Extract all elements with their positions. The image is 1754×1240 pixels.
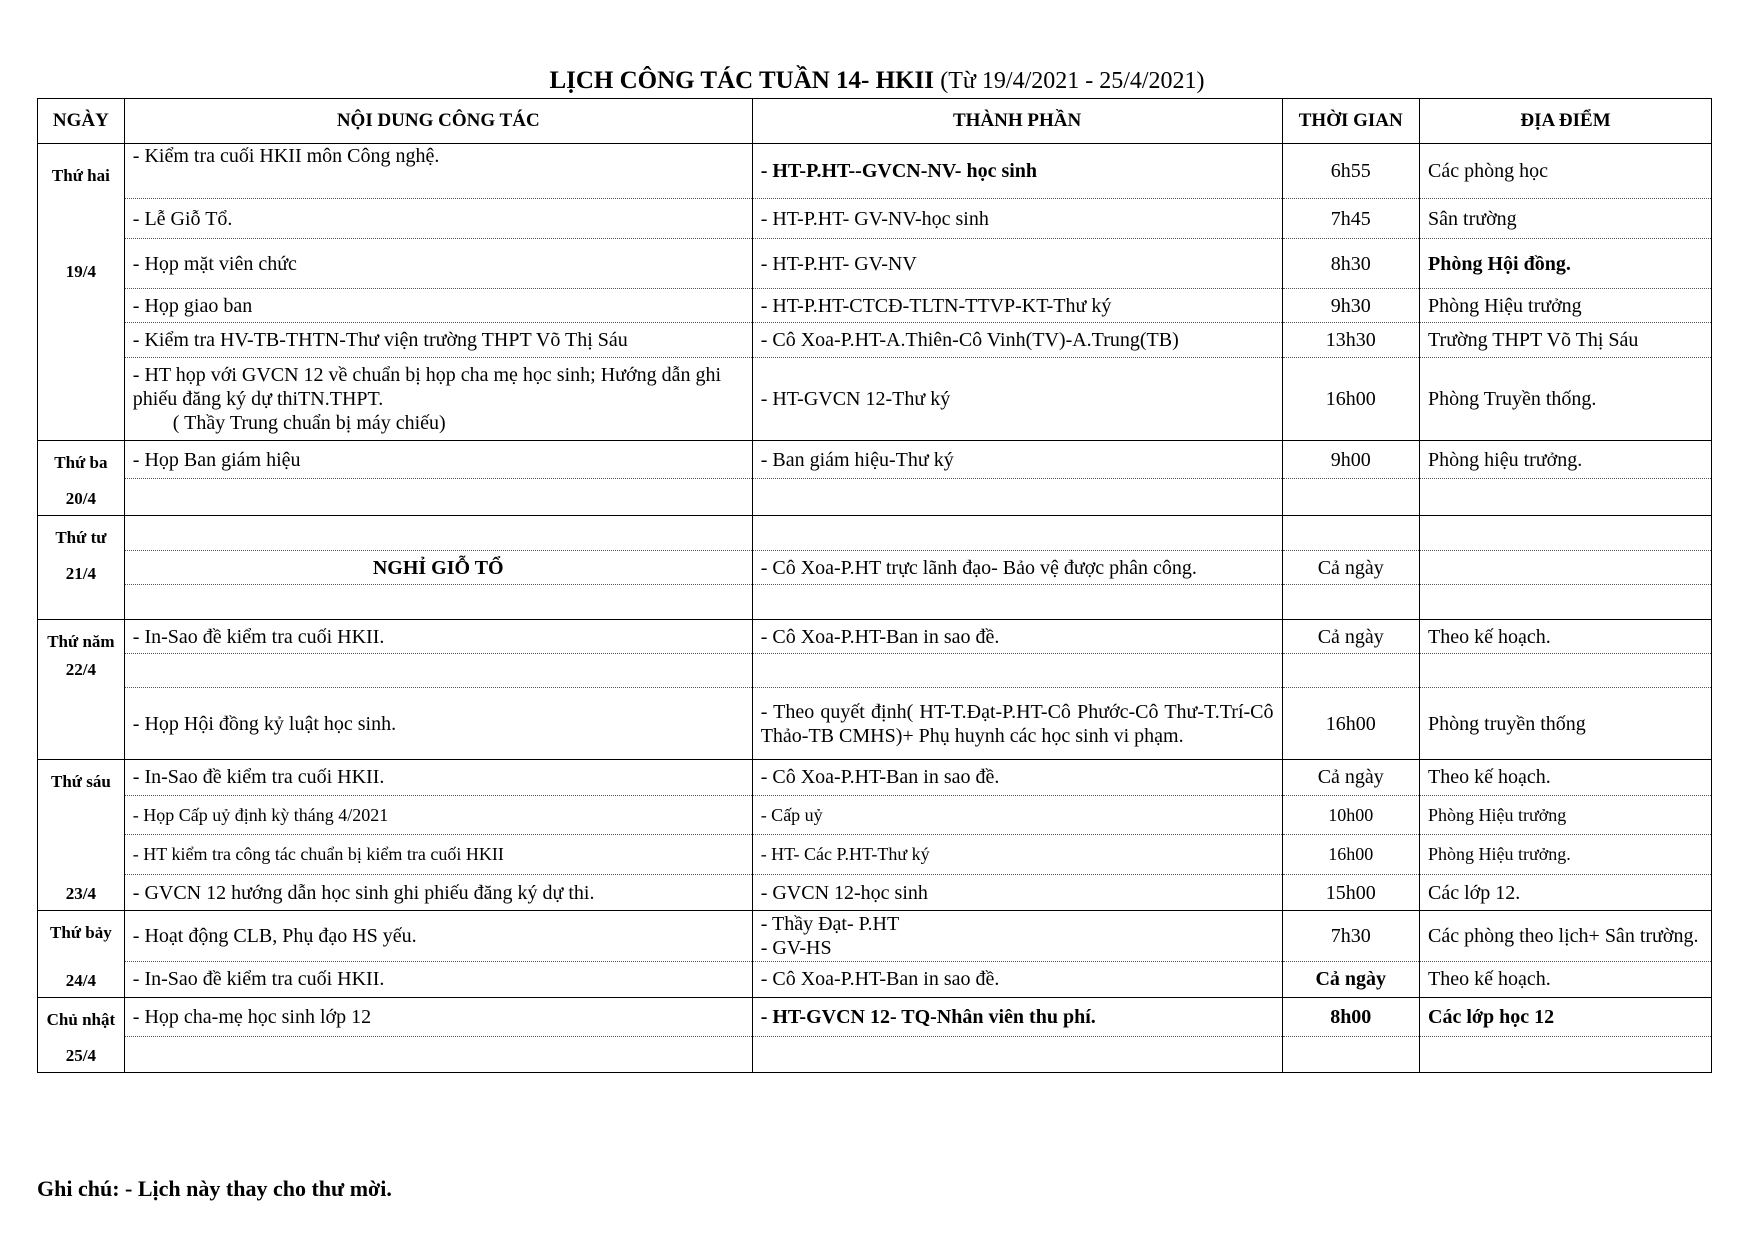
content-cell: - In-Sao đề kiểm tra cuối HKII. [124, 760, 752, 796]
time-cell: 10h00 [1282, 795, 1420, 834]
table-row [38, 834, 1712, 874]
time-cell: 9h00 [1282, 441, 1420, 479]
content-cell [124, 654, 752, 688]
table-row [38, 620, 1712, 654]
table-row [38, 199, 1712, 239]
members-cell [752, 911, 1282, 962]
day-cell-wednesday [38, 516, 125, 620]
place-cell: Phòng truyền thống [1420, 688, 1712, 760]
day-cell-monday [38, 144, 125, 441]
place-cell: Phòng Truyền thống. [1420, 358, 1712, 441]
table-row [38, 585, 1712, 620]
content-cell [124, 516, 752, 551]
table-row [38, 760, 1712, 796]
time-cell: 7h30 [1282, 911, 1420, 962]
header-row [38, 99, 1712, 144]
day-name: Thứ tư [55, 528, 107, 547]
content-cell: - Họp giao ban [124, 289, 752, 323]
place-cell: Phòng Hiệu trưởng [1420, 795, 1712, 834]
table-row [38, 1037, 1712, 1073]
time-cell [1282, 654, 1420, 688]
members-cell: - HT-P.HT-CTCĐ-TLTN-TTVP-KT-Thư ký [752, 289, 1282, 323]
table-row [38, 998, 1712, 1037]
title-date-range: (Từ 19/4/2021 - 25/4/2021) [940, 68, 1205, 94]
time-cell: Cả ngày [1282, 760, 1420, 796]
time-cell: 16h00 [1282, 358, 1420, 441]
table-row [38, 323, 1712, 358]
table-row [38, 654, 1712, 688]
day-name: Thứ hai [51, 166, 110, 185]
time-cell: 7h45 [1282, 199, 1420, 239]
time-cell: Cả ngày [1282, 551, 1420, 585]
place-cell [1420, 551, 1712, 585]
day-date: 24/4 [65, 971, 97, 990]
time-cell: 15h00 [1282, 875, 1420, 911]
members-cell [752, 1037, 1282, 1073]
title-main: LỊCH CÔNG TÁC TUẦN 14- HKII [549, 67, 934, 94]
day-name: Thứ bảy [50, 923, 112, 942]
content-cell [124, 479, 752, 516]
content-cell: - GVCN 12 hướng dẫn học sinh ghi phiếu đăng ký dự thi. [124, 875, 752, 911]
members-cell: - Cô Xoa-P.HT trực lãnh đạo- Bảo vệ được phân công. [752, 551, 1282, 585]
content-cell [124, 358, 752, 441]
content-cell: - In-Sao đề kiểm tra cuối HKII. [124, 961, 752, 997]
content-cell [124, 1037, 752, 1073]
table-row [38, 239, 1712, 289]
day-cell-thursday [38, 620, 125, 760]
place-cell [1420, 654, 1712, 688]
place-cell: Sân trường [1420, 199, 1712, 239]
time-cell: 8h00 [1282, 998, 1420, 1037]
day-name: Thứ ba [54, 453, 108, 472]
place-cell [1420, 516, 1712, 551]
members-cell: - HT-GVCN 12- TQ-Nhân viên thu phí. [752, 998, 1282, 1037]
table-row [38, 961, 1712, 997]
place-cell: Các lớp học 12 [1420, 998, 1712, 1037]
content-cell: - Hoạt động CLB, Phụ đạo HS yếu. [124, 911, 752, 962]
day-date: 22/4 [65, 660, 97, 679]
day-date: 20/4 [65, 489, 97, 508]
day-date: 19/4 [65, 262, 97, 281]
table-row [38, 358, 1712, 441]
content-cell: NGHỈ GIỖ TỔ [124, 551, 752, 585]
header-place: ĐỊA ĐIỂM [1420, 99, 1712, 144]
footnote-label: Ghi chú [37, 1176, 113, 1201]
members-cell: - Cô Xoa-P.HT-Ban in sao đề. [752, 620, 1282, 654]
header-members: THÀNH PHẦN [752, 99, 1282, 144]
members-cell [752, 654, 1282, 688]
content-cell: - Lễ Giỗ Tổ. [124, 199, 752, 239]
content-cell: - Họp mặt viên chức [124, 239, 752, 289]
place-cell: Theo kế hoạch. [1420, 961, 1712, 997]
day-date: 23/4 [65, 884, 97, 903]
members-cell: - Theo quyết định( HT-T.Đạt-P.HT-Cô Phước-Cô Thư-T.Trí-Cô Thảo-TB CMHS)+ Phụ huynh các học sinh vi phạm. [752, 688, 1282, 760]
day-name: Chủ nhật [46, 1010, 116, 1029]
members-cell: - HT-P.HT- GV-NV [752, 239, 1282, 289]
members-line: - GV-HS [760, 936, 832, 959]
time-cell: 8h30 [1282, 239, 1420, 289]
content-note: ( Thầy Trung chuẩn bị máy chiếu) [172, 412, 446, 434]
day-cell-tuesday [38, 441, 125, 516]
day-date: 25/4 [65, 1046, 97, 1065]
header-day: NGÀY [38, 99, 125, 144]
place-cell [1420, 479, 1712, 516]
place-cell: Phòng hiệu trưởng. [1420, 441, 1712, 479]
header-time: THỜI GIAN [1282, 99, 1420, 144]
members-cell: - GVCN 12-học sinh [752, 875, 1282, 911]
table-row [38, 144, 1712, 199]
content-cell: - Kiểm tra cuối HKII môn Công nghệ. [124, 144, 752, 199]
footnote [37, 1176, 392, 1202]
time-cell [1282, 516, 1420, 551]
members-cell: - Ban giám hiệu-Thư ký [752, 441, 1282, 479]
place-cell: Phòng Hội đồng. [1420, 239, 1712, 289]
place-cell [1420, 585, 1712, 620]
members-cell: - HT-GVCN 12-Thư ký [752, 358, 1282, 441]
time-cell: 9h30 [1282, 289, 1420, 323]
members-line: - Thầy Đạt- P.HT [760, 912, 900, 935]
day-cell-saturday [38, 911, 125, 998]
content-cell: - In-Sao đề kiểm tra cuối HKII. [124, 620, 752, 654]
day-name: Thứ năm [47, 632, 115, 651]
members-cell: - HT-P.HT--GVCN-NV- học sinh [752, 144, 1282, 199]
members-cell: - HT-P.HT- GV-NV-học sinh [752, 199, 1282, 239]
day-cell-friday [38, 760, 125, 911]
place-cell: Các lớp 12. [1420, 875, 1712, 911]
time-cell [1282, 479, 1420, 516]
time-cell [1282, 585, 1420, 620]
content-cell [124, 585, 752, 620]
place-cell: Theo kế hoạch. [1420, 760, 1712, 796]
table-row [38, 688, 1712, 760]
place-cell: Các phòng học [1420, 144, 1712, 199]
members-cell: - Cấp uỷ [752, 795, 1282, 834]
members-cell [752, 479, 1282, 516]
table-row [38, 441, 1712, 479]
schedule-title [0, 64, 1754, 98]
content-cell: - Họp Ban giám hiệu [124, 441, 752, 479]
place-cell: Phòng Hiệu trưởng [1420, 289, 1712, 323]
table-row [38, 875, 1712, 911]
table-row [38, 795, 1712, 834]
content-cell: - Kiểm tra HV-TB-THTN-Thư viện trường THPT Võ Thị Sáu [124, 323, 752, 358]
day-date: 21/4 [65, 564, 97, 583]
members-cell [752, 585, 1282, 620]
time-cell [1282, 1037, 1420, 1073]
place-cell: Phòng Hiệu trưởng. [1420, 834, 1712, 874]
table-row [38, 479, 1712, 516]
place-cell: Theo kế hoạch. [1420, 620, 1712, 654]
content-cell: - Họp Cấp uỷ định kỳ tháng 4/2021 [124, 795, 752, 834]
time-cell: 13h30 [1282, 323, 1420, 358]
table-row [38, 551, 1712, 585]
members-cell: - Cô Xoa-P.HT-Ban in sao đề. [752, 961, 1282, 997]
place-cell: Trường THPT Võ Thị Sáu [1420, 323, 1712, 358]
schedule-table [37, 98, 1712, 1073]
members-cell: - Cô Xoa-P.HT-Ban in sao đề. [752, 760, 1282, 796]
time-cell: Cả ngày [1282, 961, 1420, 997]
place-cell [1420, 1037, 1712, 1073]
time-cell: 16h00 [1282, 688, 1420, 760]
content-cell: - Họp cha-mẹ học sinh lớp 12 [124, 998, 752, 1037]
content-cell: - HT kiểm tra công tác chuẩn bị kiểm tra cuối HKII [124, 834, 752, 874]
table-row [38, 289, 1712, 323]
members-cell [752, 516, 1282, 551]
day-name: Thứ sáu [50, 772, 111, 791]
table-row [38, 911, 1712, 962]
members-cell: - HT- Các P.HT-Thư ký [752, 834, 1282, 874]
content-text: - HT họp với GVCN 12 về chuẩn bị họp cha mẹ học sinh; Hướng dẫn ghi phiếu đăng ký dự thiTN.THPT. [132, 364, 721, 410]
content-cell: - Họp Hội đồng kỷ luật học sinh. [124, 688, 752, 760]
header-content: NỘI DUNG CÔNG TÁC [124, 99, 752, 144]
time-cell: 6h55 [1282, 144, 1420, 199]
time-cell: Cả ngày [1282, 620, 1420, 654]
table-row [38, 516, 1712, 551]
members-cell: - Cô Xoa-P.HT-A.Thiên-Cô Vinh(TV)-A.Trung(TB) [752, 323, 1282, 358]
place-cell: Các phòng theo lịch+ Sân trường. [1420, 911, 1712, 962]
day-cell-sunday [38, 998, 125, 1073]
footnote-text: : - Lịch này thay cho thư mời. [112, 1176, 392, 1201]
time-cell: 16h00 [1282, 834, 1420, 874]
